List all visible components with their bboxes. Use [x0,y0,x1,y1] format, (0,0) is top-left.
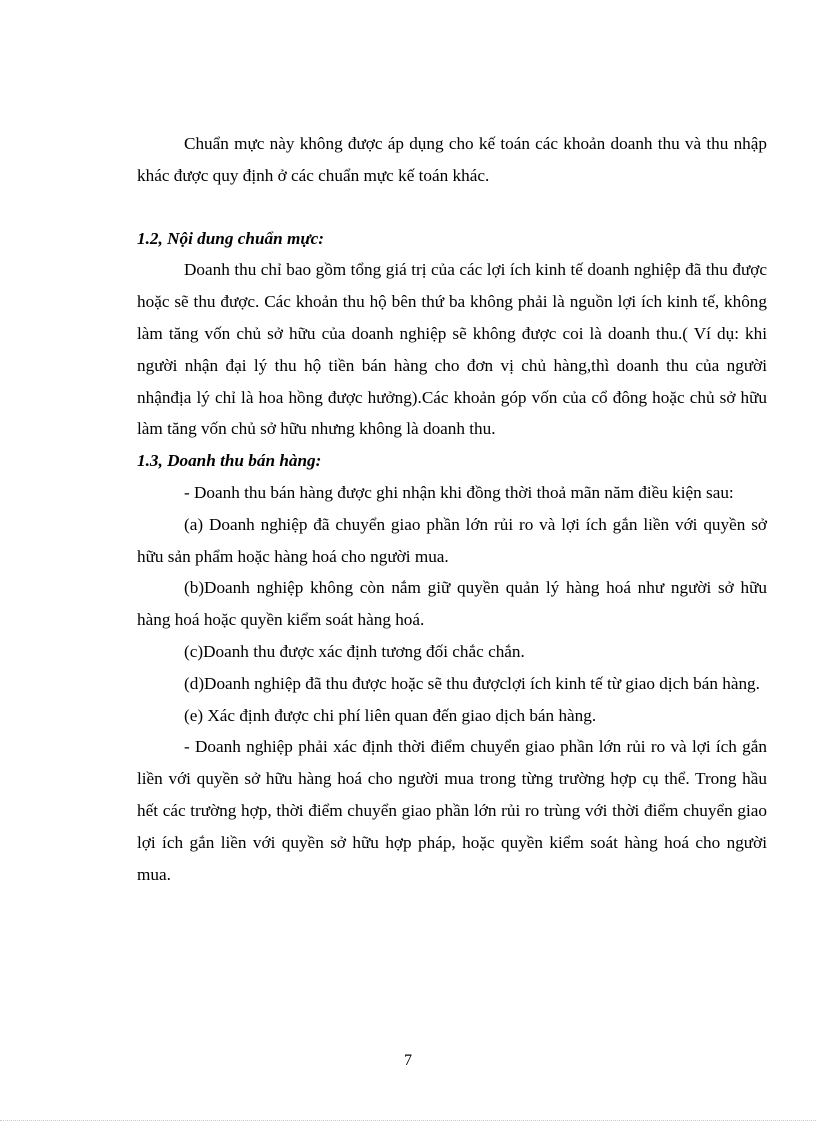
paragraph-revenue-definition: Doanh thu chỉ bao gồm tổng giá trị của các lợi ích kinh tế doanh nghiệp đã thu được hoặc sẽ thu được. Các khoản thu hộ bên thứ ba không phải là nguồn lợi ích kinh tế, không làm tăng vốn chủ sở hữu của doanh nghiệp sẽ không được coi là doanh thu.( Ví dụ: khi người nhận đại lý thu hộ tiền bán hàng cho đơn vị chủ hàng,thì doanh thu của người nhậnđịa lý chỉ là hoa hồng được hưởng).Các khoản góp vốn của cổ đông hoặc chủ sở hữu làm tăng vốn chủ sở hữu nhưng không là doanh thu. [137,260,767,439]
paragraph-gap [137,192,767,223]
condition-d: (d)Doanh nghiệp đã thu được hoặc sẽ thu đượclợi ích kinh tế từ giao dịch bán hàng. [184,673,760,693]
condition-b: (b)Doanh nghiệp không còn nắm giữ quyền quản lý hàng hoá như người sở hữu hàng hoá hoặc quyền kiểm soát hàng hoá. [137,578,767,630]
page-break-divider [0,1120,816,1121]
page-number: 7 [404,1052,412,1069]
section-heading-1-3: 1.3, Doanh thu bán hàng: [137,451,322,471]
paragraph-scope: Chuẩn mực này không được áp dụng cho kế toán các khoản doanh thu và thu nhập khác được quy định ở các chuẩn mực kế toán khác. [137,134,767,185]
paragraph-conditions-intro: - Doanh thu bán hàng được ghi nhận khi đồng thời thoả mãn năm điều kiện sau: [184,482,734,502]
section-heading-1-2: 1.2, Nội dung chuẩn mực: [137,228,324,248]
paragraph-transfer-timing: - Doanh nghiệp phải xác định thời điểm chuyển giao phần lớn rủi ro và lợi ích gắn liền với quyền sở hữu hàng hoá cho người mua trong từng trường hợp cụ thể. Trong hầu hết các trường hợp, thời điểm chuyển giao phần lớn rủi ro trùng với thời điểm chuyển giao lợi ích gắn liền với quyền sở hữu hợp pháp, hoặc quyền kiểm soát hàng hoá cho người mua. [137,737,767,884]
condition-e: (e) Xác định được chi phí liên quan đến giao dịch bán hàng. [184,705,597,725]
condition-a: (a) Doanh nghiệp đã chuyển giao phần lớn rủi ro và lợi ích gắn liền với quyền sở hữu sản phẩm hoặc hàng hoá cho người mua. [137,514,767,566]
condition-c: (c)Doanh thu được xác định tương đối chắc chắn. [184,641,525,661]
page-body [137,128,767,890]
